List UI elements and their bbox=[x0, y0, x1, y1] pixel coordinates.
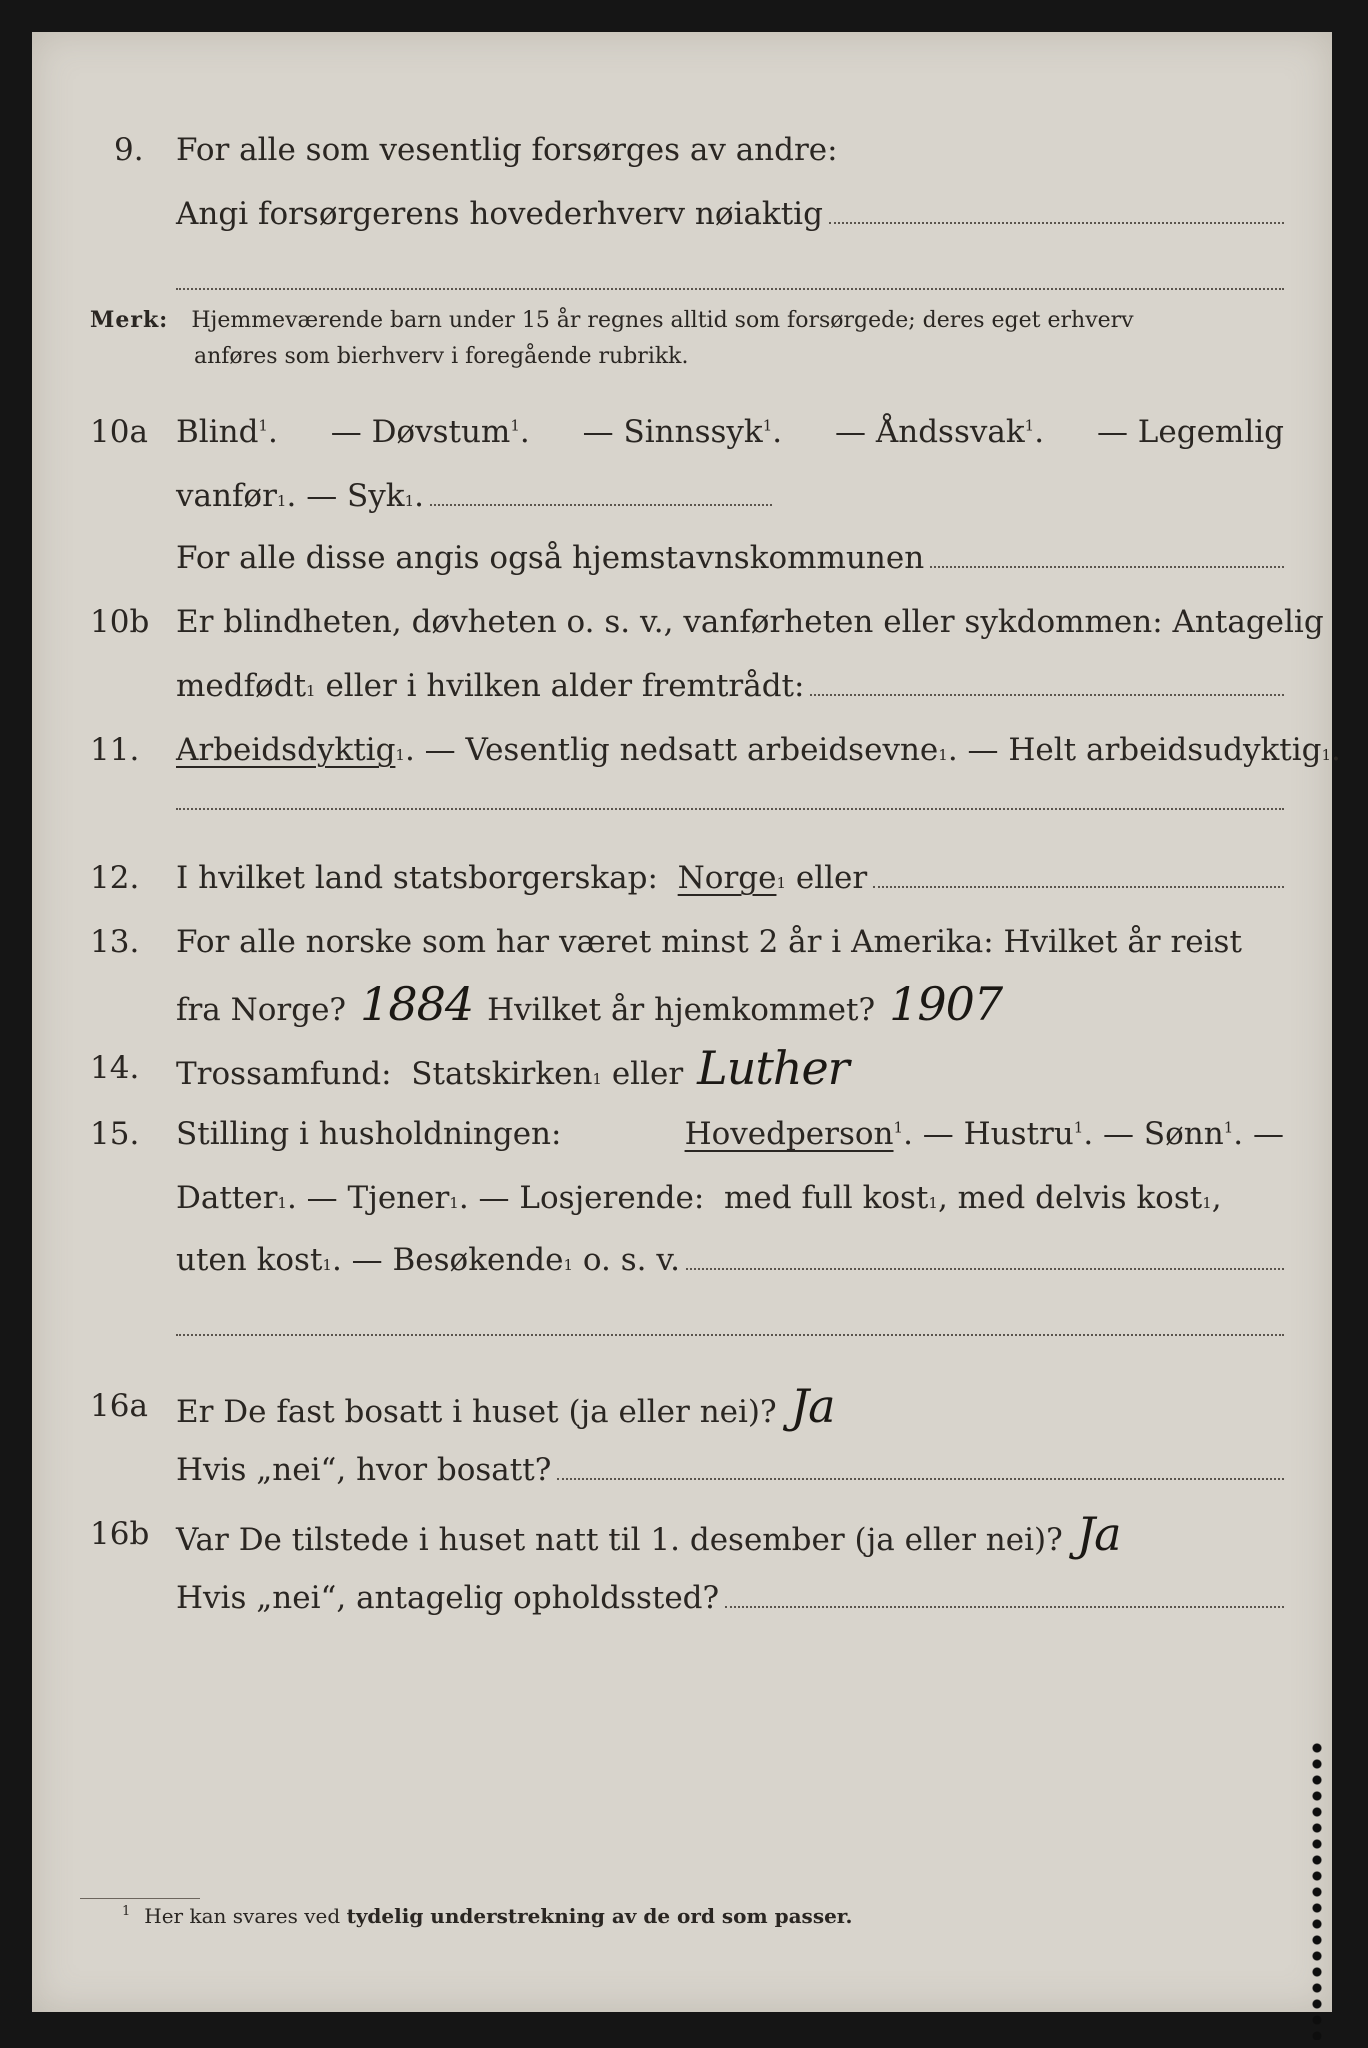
q14-row: 14. Trossamfund: Statskirken 1 eller Luther bbox=[90, 1041, 849, 1095]
q15-row1: 15. Stilling i husholdningen: Hovedperson$^1$. — Hustru$^1$. — Sønn$^1$. — bbox=[90, 1116, 1284, 1152]
q10a-item-andssvak: — Åndssvak bbox=[835, 414, 1025, 450]
q10a-row3 bbox=[32, 538, 1332, 578]
q15-row3: uten kost 1 . — Besøkende 1 o. s. v. bbox=[32, 1240, 1332, 1280]
merk-note bbox=[90, 302, 1284, 375]
merk-label: Merk: bbox=[90, 307, 169, 333]
q10a-item-blind: Blind bbox=[176, 414, 259, 450]
q16b-answer-line bbox=[725, 1580, 1284, 1608]
q16b-number: 16b bbox=[90, 1516, 150, 1552]
q10b-text: Er blindheten, døvheten o. s. v., vanførheten eller sykdommen: Antagelig bbox=[176, 604, 1324, 640]
q11-extra-line bbox=[176, 808, 1284, 810]
q15-uten-kost: uten kost bbox=[176, 1242, 323, 1278]
q16a-text2: Hvis „nei“, hvor bosatt? bbox=[176, 1452, 552, 1488]
q14-statskirken: Statskirken bbox=[411, 1056, 593, 1092]
q15-besokende: . — Besøkende bbox=[331, 1242, 564, 1278]
merk-line2: anføres som bierhverv i foregående rubrikk. bbox=[194, 344, 689, 369]
q16a-row2 bbox=[32, 1450, 1332, 1490]
footnote-mark: 1 bbox=[122, 1904, 131, 1920]
q14-answer: Luther bbox=[697, 1041, 849, 1095]
q12-norge: Norge bbox=[677, 860, 777, 896]
q13-answer-return-year: 1907 bbox=[889, 977, 1003, 1031]
q11-row: 11. Arbeidsdyktig 1 . — Vesentlig nedsatt arbeidsevne 1 . — Helt arbeidsudyktig 1 . bbox=[90, 732, 1341, 768]
q15-hustru: . — Hustru bbox=[903, 1116, 1074, 1152]
q15-tjener: . — Tjener bbox=[286, 1180, 450, 1216]
q13-answer-left-year: 1884 bbox=[360, 977, 474, 1031]
q14-eller: eller bbox=[611, 1056, 684, 1092]
q11-udyktig: . — Helt arbeidsudyktig bbox=[947, 732, 1322, 768]
q12-eller: eller bbox=[795, 860, 868, 896]
q16a-number: 16a bbox=[90, 1388, 148, 1424]
q10a-hjemstavn: For alle disse angis også hjemstavnskommunen bbox=[176, 540, 925, 576]
q12-number: 12. bbox=[90, 860, 140, 896]
q11-number: 11. bbox=[90, 732, 140, 768]
census-form-page bbox=[32, 32, 1341, 2012]
q10b-row2: medfødt 1 eller i hvilken alder fremtrådt: bbox=[32, 666, 1332, 706]
q15-number: 15. bbox=[90, 1116, 140, 1152]
q16a-answer-line bbox=[557, 1452, 1284, 1480]
q9-extra-line bbox=[176, 288, 1284, 290]
q15-hovedperson: Hovedperson bbox=[684, 1116, 894, 1152]
q10a-item-dovstum: — Døvstum bbox=[330, 414, 511, 450]
q16b-text2: Hvis „nei“, antagelig opholdssted? bbox=[176, 1580, 720, 1616]
q15-row2: Datter 1 . — Tjener 1 . — Losjerende: med full kost 1 , med delvis kost 1 , bbox=[176, 1180, 1222, 1216]
q9-number: 9. bbox=[114, 132, 144, 168]
q15-full-kost: med full kost bbox=[724, 1180, 929, 1216]
q15-delvis-kost: , med delvis kost bbox=[937, 1180, 1203, 1216]
q10a-row2: vanfør 1 . — Syk 1 . bbox=[32, 476, 1332, 516]
q15-osv: o. s. v. bbox=[582, 1242, 681, 1278]
q11-nedsatt: . — Vesentlig nedsatt arbeidsevne bbox=[404, 732, 939, 768]
q15-stilling: Stilling i husholdningen: bbox=[176, 1116, 562, 1152]
q16a-row1 bbox=[32, 1379, 1332, 1433]
perforated-edge bbox=[1308, 1740, 1326, 2040]
q13-row2 bbox=[32, 977, 1332, 1031]
q13-text: For alle norske som har været minst 2 år i Amerika: Hvilket år reist bbox=[176, 924, 1242, 960]
q10a-vanfor: vanfør bbox=[176, 478, 277, 514]
q9-row2 bbox=[32, 194, 1332, 234]
q10a-syk: — Syk bbox=[306, 478, 405, 514]
q10b-row1 bbox=[32, 602, 1332, 642]
q9-text2: Angi forsørgerens hovederhverv nøiaktig bbox=[176, 196, 823, 232]
q9-text: For alle som vesentlig forsørges av andre: bbox=[176, 132, 838, 168]
q9-row1 bbox=[32, 130, 1332, 170]
q14-number: 14. bbox=[90, 1050, 140, 1086]
q16b-row2 bbox=[32, 1578, 1332, 1618]
footnote-rule bbox=[80, 1898, 200, 1899]
q16a-text: Er De fast bosatt i huset (ja eller nei)? bbox=[176, 1394, 777, 1430]
q15-extra-line bbox=[176, 1334, 1284, 1336]
footnote bbox=[122, 1904, 852, 1928]
q10a-number: 10a bbox=[90, 414, 148, 450]
footnote-text: Her kan svares ved bbox=[144, 1904, 341, 1928]
q13-number: 13. bbox=[90, 924, 140, 960]
q13-row1 bbox=[32, 922, 1332, 962]
q10b-number: 10b bbox=[90, 604, 150, 640]
q15-datter: Datter bbox=[176, 1180, 278, 1216]
q10a-item-sinnssyk: — Sinnssyk bbox=[582, 414, 763, 450]
q12-answer-line bbox=[873, 860, 1284, 888]
q16b-row1 bbox=[32, 1507, 1332, 1561]
q10a-syk-line bbox=[430, 478, 772, 506]
q15-sonn: . — Sønn bbox=[1083, 1116, 1224, 1152]
footnote-bold: tydelig understrekning av de ord som passer. bbox=[346, 1904, 853, 1928]
q10b-medfodt: medfødt bbox=[176, 668, 307, 704]
q14-trossamfund: Trossamfund: bbox=[176, 1056, 392, 1092]
q15-answer-line bbox=[686, 1242, 1284, 1270]
q10a-item-legemlig: — Legemlig bbox=[1096, 414, 1284, 450]
q10b-alder: eller i hvilken alder fremtrådt: bbox=[325, 668, 805, 704]
q15-losjerende: . — Losjerende: bbox=[458, 1180, 705, 1216]
q10a-hjemstavn-line bbox=[930, 540, 1284, 568]
merk-line1: Hjemmeværende barn under 15 år regnes alltid som forsørgede; deres eget erhverv bbox=[191, 308, 1134, 333]
q12-row: 12. I hvilket land statsborgerskap: Norge 1 eller bbox=[32, 858, 1332, 898]
q13-hjemkommet: Hvilket år hjemkommet? bbox=[487, 992, 876, 1028]
q10a-row1: 10a Blind$^1$. — Døvstum$^1$. — Sinnssyk$^1$. — Åndssvak$^1$. — Legemlig bbox=[90, 414, 1284, 450]
q12-text: I hvilket land statsborgerskap: bbox=[176, 860, 658, 896]
q16b-text: Var De tilstede i huset natt til 1. desember (ja eller nei)? bbox=[176, 1522, 1063, 1558]
q13-fra-norge: fra Norge? bbox=[176, 992, 347, 1028]
q10b-answer-line bbox=[810, 668, 1284, 696]
q16b-answer: Ja bbox=[1076, 1507, 1121, 1561]
q9-answer-line bbox=[829, 196, 1284, 224]
q16a-answer: Ja bbox=[790, 1379, 835, 1433]
q11-arbeidsdyktig: Arbeidsdyktig bbox=[176, 732, 396, 768]
